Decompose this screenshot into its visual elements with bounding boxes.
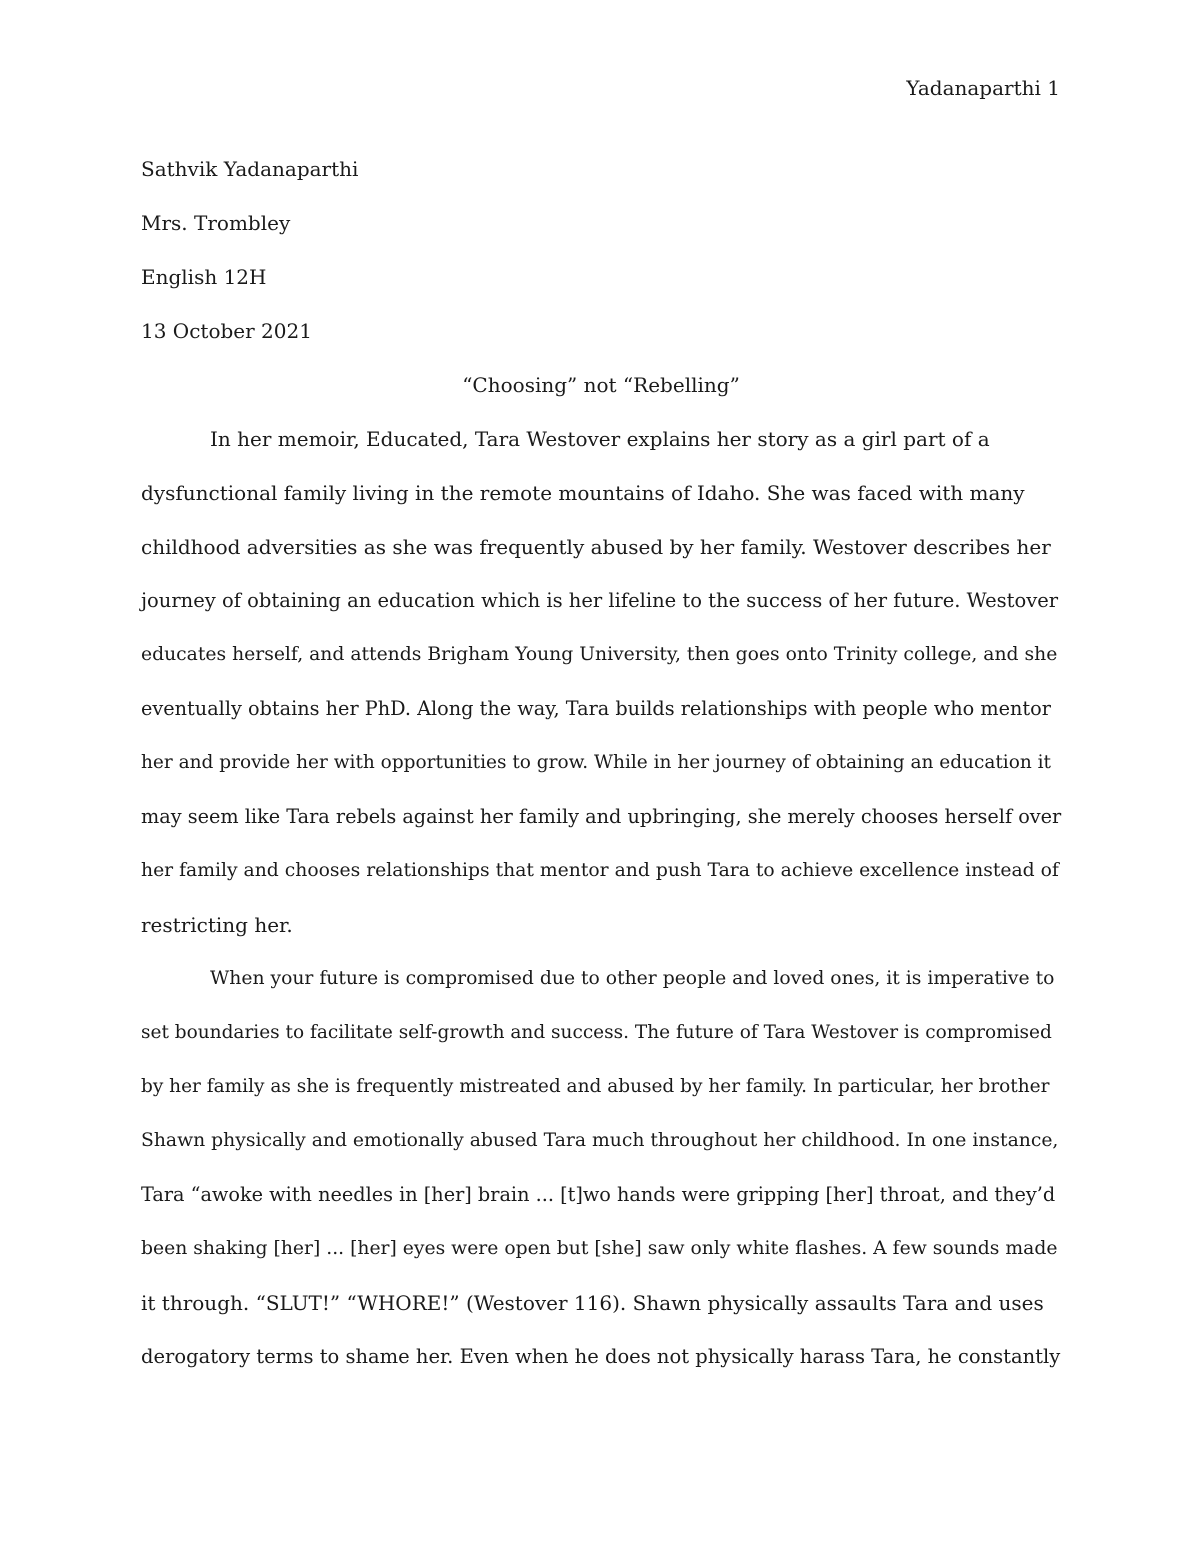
teacher-name: Mrs. Trombley xyxy=(141,211,291,235)
paragraph-line: may seem like Tara rebels against her family and upbringing, she merely chooses herself over xyxy=(141,805,1062,828)
paragraph-line: her family and chooses relationships that mentor and push Tara to achieve excellence instead of xyxy=(141,860,1059,881)
essay-title: “Choosing” not “Rebelling” xyxy=(462,373,740,397)
paragraph-line: derogatory terms to shame her. Even when he does not physically harass Tara, he constantly xyxy=(141,1345,1061,1368)
paragraph-line: been shaking [her] ... [her] eyes were open but [she] saw only white flashes. A few sounds made xyxy=(141,1238,1058,1259)
student-name: Sathvik Yadanaparthi xyxy=(141,157,359,181)
paragraph-line: When your future is compromised due to other people and loved ones, it is imperative to xyxy=(210,968,1055,989)
paragraph-line: restricting her. xyxy=(141,913,293,937)
paragraph-line: it through. “SLUT!” “WHORE!” (Westover 116). Shawn physically assaults Tara and uses xyxy=(141,1291,1044,1315)
paragraph-line: In her memoir, Educated, Tara Westover explains her story as a girl part of a xyxy=(210,427,990,451)
paragraph-line: childhood adversities as she was frequently abused by her family. Westover describes her xyxy=(141,535,1051,559)
paragraph-line: by her family as she is frequently mistreated and abused by her family. In particular, her brother xyxy=(141,1076,1050,1097)
paragraph-line: eventually obtains her PhD. Along the way, Tara builds relationships with people who mentor xyxy=(141,697,1051,720)
paragraph-line: dysfunctional family living in the remote mountains of Idaho. She was faced with many xyxy=(141,481,1025,505)
page-header: Yadanaparthi 1 xyxy=(906,76,1060,100)
paragraph-2 xyxy=(141,952,1061,1384)
paragraph-line: set boundaries to facilitate self-growth and success. The future of Tara Westover is compromised xyxy=(141,1022,1052,1043)
essay-date: 13 October 2021 xyxy=(141,319,312,343)
paragraph-line: educates herself, and attends Brigham Young University, then goes onto Trinity college, and she xyxy=(141,644,1058,665)
course-name: English 12H xyxy=(141,265,267,289)
paragraph-line: Shawn physically and emotionally abused Tara much throughout her childhood. In one instance, xyxy=(141,1130,1059,1151)
paragraph-line: Tara “awoke with needles in [her] brain ... [t]wo hands were gripping [her] throat, and they’d xyxy=(141,1183,1056,1206)
essay-body xyxy=(141,142,1061,1384)
paragraph-1 xyxy=(141,412,1061,952)
paragraph-line: journey of obtaining an education which is her lifeline to the success of her future. Westover xyxy=(141,589,1059,612)
paragraph-line: her and provide her with opportunities to grow. While in her journey of obtaining an education it xyxy=(141,752,1051,773)
